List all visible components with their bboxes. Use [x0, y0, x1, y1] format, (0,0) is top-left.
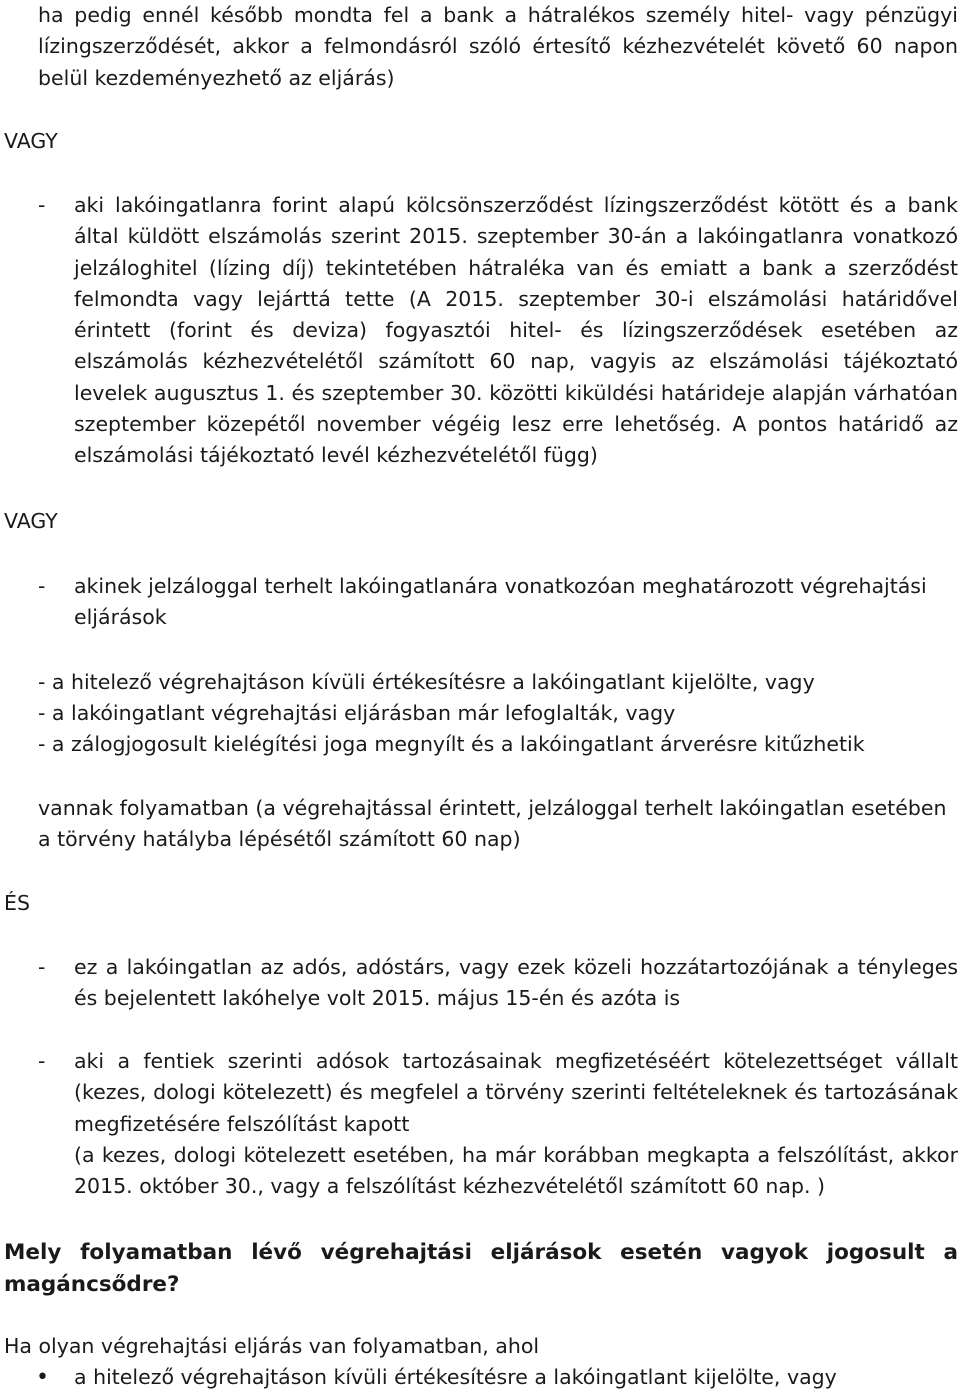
sub-item-sale-designated: - a hitelező végrehajtáson kívüli értékesítésre a lakóingatlant kijelölte, vagy — [38, 670, 815, 694]
question-heading: Mely folyamatban lévő végrehajtási eljárások esetén vagyok jogosult a magáncsődre? — [4, 1240, 958, 1297]
vannak-paragraph: vannak folyamatban (a végrehajtással érintett, jelzáloggal terhelt lakóingatlan esetében a törvény hatályba lépésétől számított 60 nap) — [38, 796, 947, 852]
enforcement-item: akinek jelzáloggal terhelt lakóingatlanára vonatkozóan meghatározott végrehajtási eljárások — [74, 574, 927, 630]
intro-continuation-paragraph: ha pedig ennél később mondta fel a bank a hátralékos személy hitel- vagy pénzügyi lízingszerződését, akkor a felmondásról szóló értesítő kézhezvételét követő 60 napon belül kezdeményezhető az eljárás) — [38, 3, 958, 90]
answer-bullet-1: a hitelező végrehajtáson kívüli értékesítésre a lakóingatlant kijelölte, vagy — [74, 1365, 837, 1389]
guarantor-item: aki a fentiek szerinti adósok tartozásainak megfizetéséért kötelezettséget vállalt (kezes, dologi kötelezett) és megfelel a törvény szerinti feltételeknek és tartozásának megfizetésére felszólítást kapott — [74, 1049, 958, 1136]
dash-marker: - — [38, 1049, 46, 1073]
vagy-separator-1: VAGY — [4, 129, 58, 153]
dash-marker: - — [38, 193, 46, 217]
forint-loan-item: aki lakóingatlanra forint alapú kölcsönszerződést lízingszerződést kötött és a bank által küldött elszámolás szerint 2015. szeptember 30-án a lakóingatlanra vonatkozó jelzáloghitel (lízing díj) tekintetében hátraléka van és emiatt a bank a szerződést felmondta vagy lejárttá tette (A 2015. szeptember 30-i elszámolási határidővel érintett (forint és deviza) fogyasztói hitel- és lízingszerződések esetében az elszámolás kézhezvételétől számított 60 nap, vagyis az elszámolási tájékoztató levelek augusztus 1. és szeptember 30. közötti kiküldési határideje alapján várhatóan szeptember közepétől november végéig lesz erre lehetőség. A pontos határidő az elszámolási tájékoztató levél kézhezvételétől függ) — [74, 193, 958, 468]
es-separator: ÉS — [4, 891, 30, 915]
dash-marker: - — [38, 574, 46, 598]
residence-item: ez a lakóingatlan az adós, adóstárs, vagy ezek közeli hozzátartozójának a tényleges és bejelentett lakóhelye volt 2015. május 15-én és azóta is — [74, 955, 958, 1011]
answer-intro: Ha olyan végrehajtási eljárás van folyamatban, ahol — [4, 1334, 540, 1358]
vagy-separator-2: VAGY — [4, 509, 58, 533]
guarantor-note: (a kezes, dologi kötelezett esetében, ha már korábban megkapta a felszólítást, akkor 2015. október 30., vagy a felszólítást kézhezvételétől számított 60 nap. ) — [74, 1143, 958, 1199]
bullet-marker: • — [36, 1365, 49, 1390]
dash-marker: - — [38, 955, 46, 979]
sub-item-seized: - a lakóingatlant végrehajtási eljárásban már lefoglalták, vagy — [38, 701, 676, 725]
sub-item-auction: - a zálogjogosult kielégítési joga megnyílt és a lakóingatlant árverésre kitűzhetik — [38, 732, 865, 756]
